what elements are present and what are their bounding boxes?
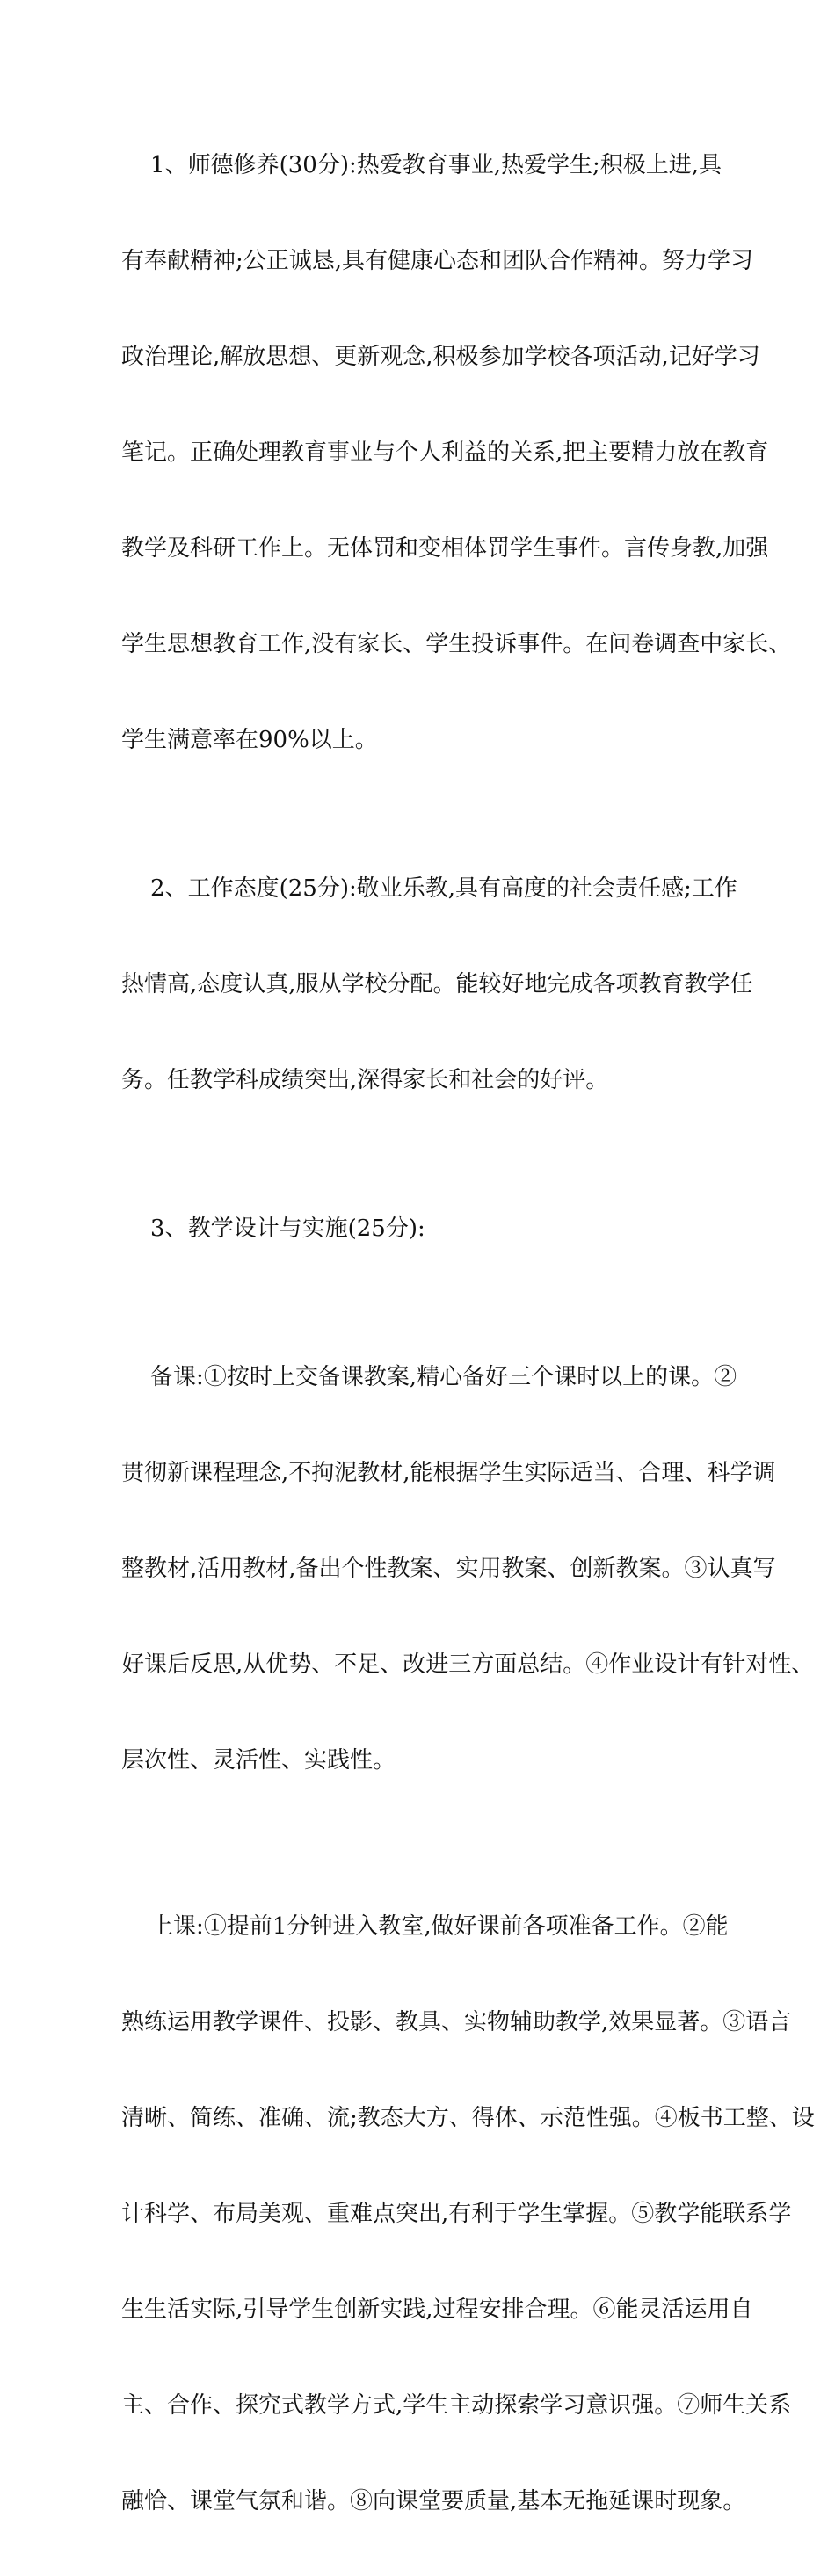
text-line: 有奉献精神;公正诚恳,具有健康心态和团队合作精神。努力学习	[121, 248, 754, 274]
text-line: 笔记。正确处理教育事业与个人利益的关系,把主要精力放在教育	[121, 439, 769, 466]
text-line: 主、合作、探究式教学方式,学生主动探索学习意识强。⑦师生关系	[121, 2392, 792, 2419]
text-line: 3、教学设计与实施(25分):	[121, 1215, 425, 1242]
text-line: 学生思想教育工作,没有家长、学生投诉事件。在问卷调查中家长、	[121, 631, 792, 657]
text-line: 好课后反思,从优势、不足、改进三方面总结。④作业设计有针对性、	[121, 1651, 815, 1678]
text-line: 计科学、布局美观、重难点突出,有利于学生掌握。⑤教学能联系学	[121, 2201, 792, 2227]
text-line: 备课:①按时上交备课教案,精心备好三个课时以上的课。②	[121, 1364, 737, 1390]
text-line: 务。任教学科成绩突出,深得家长和社会的好评。	[121, 1067, 609, 1093]
text-line: 熟练运用教学课件、投影、教具、实物辅助教学,效果显著。③语言	[121, 2009, 792, 2035]
text-line: 贯彻新课程理念,不拘泥教材,能根据学生实际适当、合理、科学调	[121, 1460, 776, 1486]
text-line: 政治理论,解放思想、更新观念,积极参加学校各项活动,记好学习	[121, 344, 760, 370]
text-line: 融恰、课堂气氛和谐。⑧向课堂要质量,基本无拖延课时现象。	[121, 2488, 746, 2514]
text-line: 生生活实际,引导学生创新实践,过程安排合理。⑥能灵活运用自	[121, 2297, 753, 2323]
text-line: 学生满意率在90%以上。	[121, 727, 378, 753]
text-line: 教学及科研工作上。无体罚和变相体罚学生事件。言传身教,加强	[121, 535, 769, 562]
paragraph-work-attitude	[121, 815, 754, 1155]
paragraph-teacher-ethics	[121, 91, 792, 815]
paragraph-teaching-design-heading	[121, 1155, 754, 1303]
text-line: 热情高,态度认真,服从学校分配。能较好地完成各项教育教学任	[121, 971, 753, 998]
text-line: 上课:①提前1分钟进入教室,做好课前各项准备工作。②能	[121, 1913, 729, 1940]
paragraph-lesson-preparation	[121, 1303, 815, 1835]
text-line: 1、师德修养(30分):热爱教育事业,热爱学生;积极上进,具	[121, 152, 722, 178]
text-line: 层次性、灵活性、实践性。	[121, 1747, 396, 1774]
document-body	[121, 91, 815, 2576]
paragraph-classroom-teaching	[121, 1853, 815, 2576]
text-line: 2、工作态度(25分):敬业乐教,具有高度的社会责任感;工作	[121, 875, 737, 902]
text-line: 清晰、简练、准确、流;教态大方、得体、示范性强。④板书工整、设	[121, 2105, 815, 2131]
text-line: 整教材,活用教材,备出个性教案、实用教案、创新教案。③认真写	[121, 1556, 776, 1582]
